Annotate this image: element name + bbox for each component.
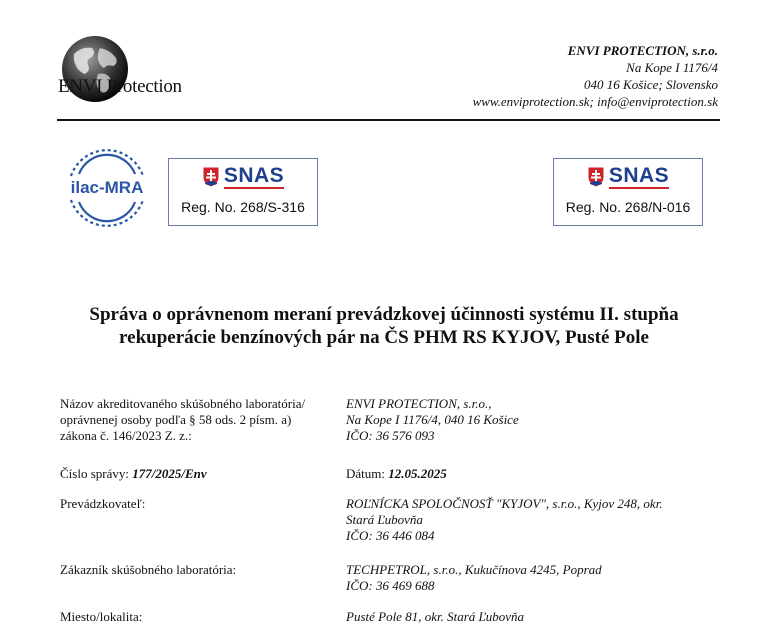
location-value: Pusté Pole 81, okr. Stará Ľubovňa: [346, 609, 525, 624]
company-info: [473, 42, 718, 110]
report-title-line-1: Správa o oprávnenom meraní prevádzkovej účinnosti systému II. stupňa: [89, 304, 679, 325]
slovak-coat-of-arms-icon: [587, 166, 605, 188]
operator-value: ROĽNÍCKA SPOLOČNOSŤ "KYJOV", s.r.o., Kyjov 248, okr. Stará Ľubovňa IČO: 36 446 084: [346, 496, 663, 543]
report-title-line-2: rekuperácie benzínových pár na ČS PHM RS KYJOV, Pusté Pole: [119, 327, 649, 348]
snas-brand: SNAS: [608, 164, 670, 187]
web-email: www.enviprotection.sk; info@enviprotection.sk: [472, 94, 718, 109]
company-logo: [55, 32, 225, 112]
date-label: Dátum:: [346, 466, 385, 481]
slovak-coat-of-arms-icon: [202, 166, 220, 188]
location-label: Miesto/lokalita:: [60, 609, 143, 624]
snas-badge-right: [553, 158, 703, 226]
header-divider: [57, 119, 720, 121]
logo-text: ENVI Protection: [58, 76, 182, 97]
company-name: ENVI PROTECTION, s.r.o.: [567, 43, 718, 58]
operator-label: Prevádzkovateľ:: [60, 496, 146, 511]
lab-name-label: Názov akreditovaného skúšobného laboratória/ oprávnenej osoby podľa § 58 ods. 2 písm. a) zákona č. 146/2023 Z. z.:: [60, 396, 306, 443]
ilac-mra-logo: [57, 138, 157, 238]
lab-name-value: ENVI PROTECTION, s.r.o., Na Kope I 1176/4, 040 16 Košice IČO: 36 576 093: [346, 396, 519, 443]
snas-reg-number: Reg. No. 268/N-016: [565, 199, 691, 215]
svg-text:ilac-MRA: ilac-MRA: [70, 178, 144, 197]
address-line-2: 040 16 Košice; Slovensko: [584, 77, 718, 92]
snas-badge-left: [168, 158, 318, 226]
customer-value: TECHPETROL, s.r.o., Kukučínova 4245, Poprad IČO: 36 469 688: [346, 562, 602, 593]
customer-label: Zákazník skúšobného laboratória:: [60, 562, 237, 577]
report-number-label: Číslo správy:: [60, 466, 129, 481]
report-title: [40, 303, 728, 349]
report-number: [60, 466, 207, 482]
snas-reg-number: Reg. No. 268/S-316: [181, 199, 305, 215]
address-line-1: Na Kope I 1176/4: [626, 60, 718, 75]
snas-brand: SNAS: [223, 164, 285, 187]
report-number-value: 177/2025/Env: [132, 466, 207, 481]
report-date: [346, 466, 447, 482]
date-value: 12.05.2025: [388, 466, 447, 481]
